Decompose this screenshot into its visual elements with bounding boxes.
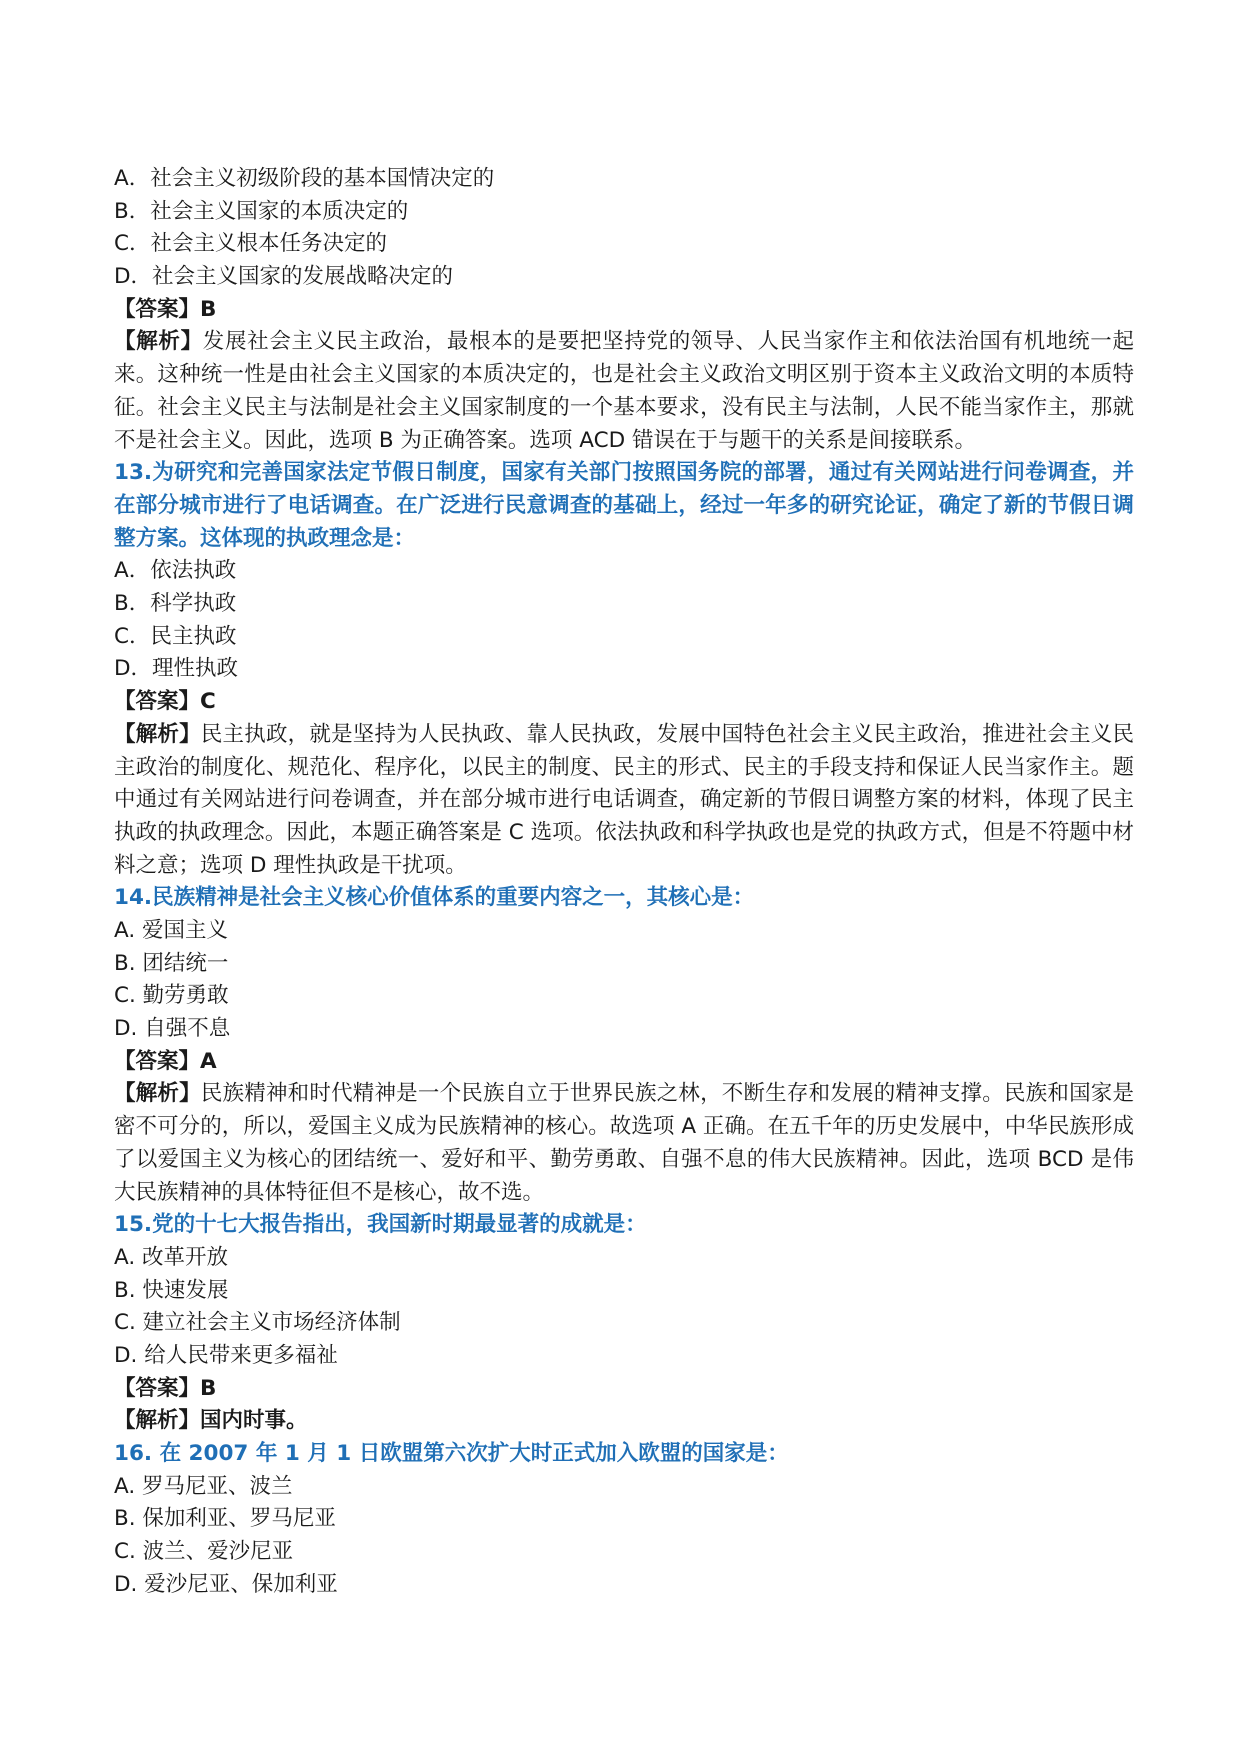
explanation-paragraph [114, 326, 1134, 457]
answer-line: 【答案】B [114, 1375, 217, 1401]
explanation-text: 民主执政，就是坚持为人民执政、靠人民执政，发展中国特色社会主义民主政治，推进社会主义民主政治的制度化、规范化、程序化，以民主的制度、民主的形式、民主的手段支持和保证人民当家作主。题中通过有关网站进行问卷调查，并在部分城市进行电话调查，确定新的节假日调整方案的材料，体现了民主执政的执政理念。因此，本题正确答案是 C 选项。依法执政和科学执政也是党的执政方式，但是不符题中材料之意；选项 D 理性执政是干扰项。 [114, 721, 1134, 878]
option-b: B．社会主义国家的本质决定的 [114, 198, 409, 224]
explanation-label: 【解析】 [114, 329, 203, 355]
option-b: B. 团结统一 [114, 950, 229, 976]
option-b: B．科学执政 [114, 591, 237, 617]
option-c: C．社会主义根本任务决定的 [114, 231, 388, 257]
option-c: C．民主执政 [114, 623, 237, 649]
answer-line: 【答案】B [114, 296, 217, 322]
document-page [114, 163, 1134, 1602]
question-13: 13.为研究和完善国家法定节假日制度，国家有关部门按照国务院的部署，通过有关网站进行问卷调查，并在部分城市进行了电话调查。在广泛进行民意调查的基础上，经过一年多的研究论证，确定了新的节假日调整方案。这体现的执政理念是： [114, 460, 1134, 551]
option-d: D. 给人民带来更多福祉 [114, 1343, 338, 1369]
answer-line: 【答案】A [114, 1048, 217, 1074]
option-a: A. 改革开放 [114, 1244, 228, 1270]
explanation-text: 发展社会主义民主政治，最根本的是要把坚持党的领导、人民当家作主和依法治国有机地统一起来。这种统一性是由社会主义国家的本质决定的，也是社会主义政治文明区别于资本主义政治文明的本质特征。社会主义民主与法制是社会主义国家制度的一个基本要求，没有民主与法制，人民不能当家作主，那就不是社会主义。因此，选项 B 为正确答案。选项 ACD 错误在于与题干的关系是间接联系。 [114, 329, 1134, 453]
option-d: D．理性执政 [114, 656, 239, 682]
question-15: 15.党的十七大报告指出，我国新时期最显著的成就是： [114, 1212, 647, 1238]
explanation-paragraph [114, 719, 1134, 883]
question-16: 16. 在 2007 年 1 月 1 日欧盟第六次扩大时正式加入欧盟的国家是： [114, 1441, 789, 1467]
option-b: B. 快速发展 [114, 1277, 229, 1303]
explanation-label: 【解析】 [114, 721, 201, 747]
explanation-text: 民族精神和时代精神是一个民族自立于世界民族之林，不断生存和发展的精神支撑。民族和国家是密不可分的，所以，爱国主义成为民族精神的核心。故选项 A 正确。在五千年的历史发展中，中华民族形成了以爱国主义为核心的团结统一、爱好和平、勤劳勇敢、自强不息的伟大民族精神。因此，选项 BCD 是伟大民族精神的具体特征但不是核心，故不选。 [114, 1081, 1134, 1205]
explanation-label: 【解析】 [114, 1081, 201, 1107]
option-d: D．社会主义国家的发展战略决定的 [114, 264, 454, 290]
explanation-paragraph [114, 1078, 1134, 1209]
option-a: A. 爱国主义 [114, 918, 228, 944]
answer-line: 【答案】C [114, 689, 216, 715]
option-b: B. 保加利亚、罗马尼亚 [114, 1506, 336, 1532]
option-a: A. 罗马尼亚、波兰 [114, 1473, 293, 1499]
option-c: C. 波兰、爱沙尼亚 [114, 1539, 294, 1565]
question-14: 14.民族精神是社会主义核心价值体系的重要内容之一，其核心是： [114, 885, 755, 911]
option-a: A．依法执政 [114, 558, 237, 584]
option-c: C. 建立社会主义市场经济体制 [114, 1310, 401, 1336]
option-d: D. 爱沙尼亚、保加利亚 [114, 1571, 338, 1597]
explanation-line: 【解析】国内时事。 [114, 1408, 308, 1434]
option-c: C. 勤劳勇敢 [114, 983, 229, 1009]
option-a: A．社会主义初级阶段的基本国情决定的 [114, 166, 495, 191]
option-d: D. 自强不息 [114, 1016, 231, 1042]
